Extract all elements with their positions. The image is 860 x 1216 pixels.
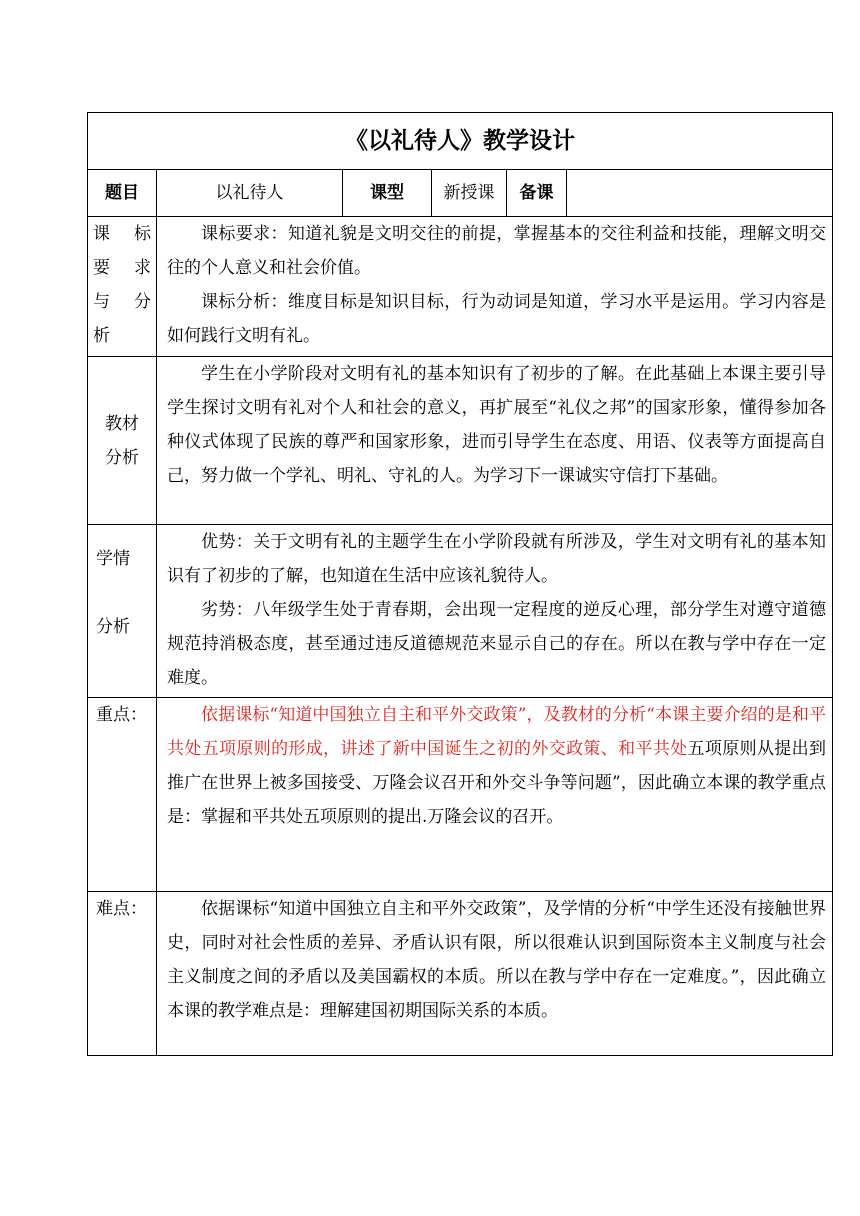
learners-weaknesses: 劣势：八年级学生处于青春期，会出现一定程度的逆反心理，部分学生对遵守道德规范持消极态度，甚至通过违反道德规范来显示自己的存在。所以在教与学中存在一定难度。 — [167, 600, 826, 688]
standards-analysis: 课标分析：维度目标是知识目标，行为动词是知道，学习水平是运用。学习内容是如何践行文明有礼。 — [167, 292, 826, 346]
standards-label-line: 析 — [93, 326, 110, 346]
standards-label — [88, 217, 157, 357]
prep-label: 备课 — [507, 170, 567, 217]
textbook-row — [88, 357, 833, 525]
lesson-plan-table — [87, 112, 833, 1056]
key-points-black-text: 五项原则从提出到推广在世界上被多国接受、万隆会议召开和外交斗争等问题”，因此确立本课的教学重点是：掌握和平共处五项原则的提出.万隆会议的召开。 — [167, 739, 827, 827]
standards-requirement: 课标要求：知道礼貌是文明交往的前提，掌握基本的交往利益和技能，理解文明交往的个人意义和社会价值。 — [167, 224, 826, 278]
standards-label-line: 与 分 — [93, 292, 151, 312]
learners-label-line: 学情 — [96, 549, 130, 569]
textbook-content — [157, 357, 833, 525]
difficulties-content — [157, 892, 833, 1056]
textbook-label-line: 教材 — [105, 413, 139, 434]
document-title: 《以礼待人》教学设计 — [88, 113, 833, 170]
standards-content — [157, 217, 833, 357]
textbook-label-line: 分析 — [105, 447, 139, 468]
learners-content — [157, 525, 833, 698]
title-row — [88, 113, 833, 170]
key-points-row — [88, 698, 833, 892]
meta-row — [88, 170, 833, 217]
lesson-type-label: 课型 — [343, 170, 432, 217]
lesson-type-value: 新授课 — [432, 170, 507, 217]
standards-label-line: 要 求 — [93, 258, 151, 278]
key-points-red-text: 依据课标“知道中国独立自主和平外交政策”，及教材的分析“本课主要介绍的是和平共处五项原则的形成，讲述了新中国诞生之初的外交政策、和平共处 — [167, 705, 826, 759]
difficulties-text: 依据课标“知道中国独立自主和平外交政策”，及学情的分析“中学生还没有接触世界史，同时对社会性质的差异、矛盾认识有限，所以很难认识到国际资本主义制度与社会主义制度之间的矛盾以及美国霸权的本质。所以在教与学中存在一定难度。”，因此确立本课的教学难点是：理解建国初期国际关系的本质。 — [167, 899, 826, 1021]
textbook-analysis: 学生在小学阶段对文明有礼的基本知识有了初步的了解。在此基础上本课主要引导学生探讨文明有礼对个人和社会的意义，再扩展至“礼仪之邦”的国家形象，懂得参加各种仪式体现了民族的尊严和国家形象，进而引导学生在态度、用语、仪表等方面提高自己，努力做一个学礼、明礼、守礼的人。为学习下一课诚实守信打下基础。 — [167, 364, 826, 486]
difficulties-label: 难点： — [88, 892, 157, 1056]
key-points-text — [167, 698, 826, 834]
learners-label-line: 分析 — [96, 617, 130, 637]
difficulties-row — [88, 892, 833, 1056]
topic-label: 题目 — [88, 170, 157, 217]
textbook-label — [88, 357, 157, 525]
standards-label-line: 课 标 — [93, 224, 151, 244]
key-points-label: 重点： — [88, 698, 157, 892]
prep-value — [567, 170, 833, 217]
topic-value: 以礼待人 — [157, 170, 343, 217]
standards-row — [88, 217, 833, 357]
learners-row — [88, 525, 833, 698]
key-points-content — [157, 698, 833, 892]
learners-label — [88, 525, 157, 698]
learners-strengths: 优势：关于文明有礼的主题学生在小学阶段就有所涉及，学生对文明有礼的基本知识有了初步的了解，也知道在生活中应该礼貌待人。 — [167, 532, 826, 586]
